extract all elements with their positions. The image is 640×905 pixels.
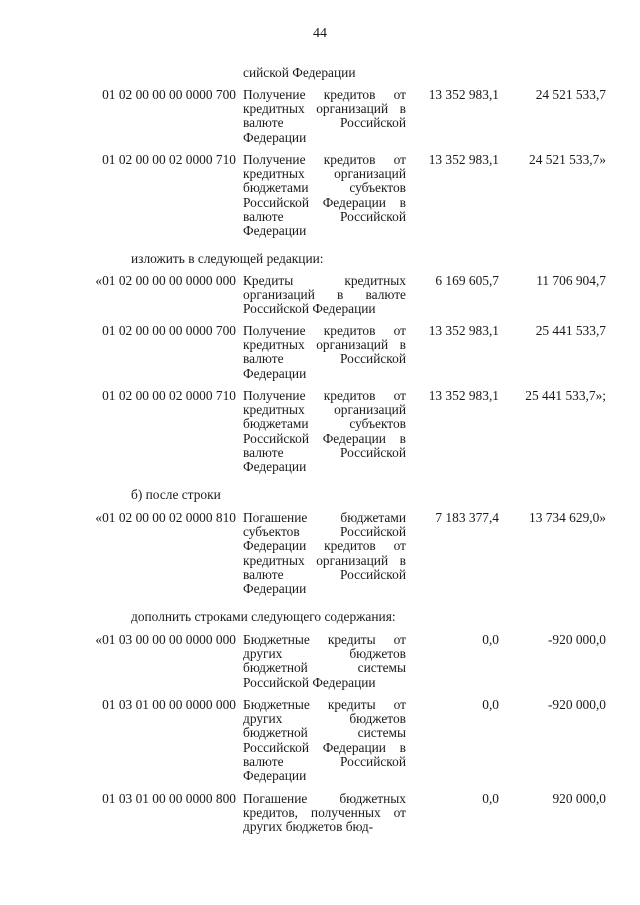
value-year-2: 11 706 904,7 bbox=[536, 273, 606, 288]
value-year-2: 25 441 533,7 bbox=[535, 323, 606, 338]
row-description: Получение кредитов от кредитных организаций бюджетами субъектов Российской Федерации в валюте Российской Федерации bbox=[243, 388, 406, 475]
value-year-2: 24 521 533,7 bbox=[535, 87, 606, 102]
row-description: Бюджетные кредиты от других бюджетов бюджетной системы Российской Федерации bbox=[243, 632, 406, 690]
row-description: Кредиты кредитных организаций в валюте Российской Федерации bbox=[243, 273, 406, 317]
instruction-text: дополнить строками следующего содержания: bbox=[131, 609, 396, 624]
value-year-1: 6 169 605,7 bbox=[435, 273, 499, 288]
value-year-2: -920 000,0 bbox=[547, 632, 606, 647]
value-year-1: 13 352 983,1 bbox=[428, 323, 499, 338]
page-number: 44 bbox=[313, 26, 327, 41]
value-year-2: 25 441 533,7»; bbox=[525, 388, 606, 403]
value-year-1: 0,0 bbox=[482, 697, 499, 712]
row-description: Получение кредитов от кредитных организаций в валюте Российской Федерации bbox=[243, 87, 406, 145]
value-year-1: 13 352 983,1 bbox=[428, 388, 499, 403]
value-year-1: 13 352 983,1 bbox=[428, 87, 499, 102]
budget-code: «01 02 00 00 02 0000 810 bbox=[95, 510, 236, 525]
value-year-1: 0,0 bbox=[482, 791, 499, 806]
continuation-text: сийской Федерации bbox=[243, 65, 356, 80]
value-year-2: 13 734 629,0» bbox=[529, 510, 606, 525]
value-year-1: 7 183 377,4 bbox=[435, 510, 499, 525]
row-description: Погашение бюджетных кредитов, полученных от других бюджетов бюд- bbox=[243, 791, 406, 835]
budget-code: 01 03 01 00 00 0000 800 bbox=[102, 791, 236, 806]
budget-code: «01 02 00 00 00 0000 000 bbox=[95, 273, 236, 288]
budget-code: 01 02 00 00 02 0000 710 bbox=[102, 388, 236, 403]
budget-code: 01 02 00 00 02 0000 710 bbox=[102, 152, 236, 167]
budget-code: 01 02 00 00 00 0000 700 bbox=[102, 323, 236, 338]
value-year-2: 24 521 533,7» bbox=[529, 152, 606, 167]
value-year-2: 920 000,0 bbox=[552, 791, 606, 806]
instruction-text: изложить в следующей редакции: bbox=[131, 251, 324, 266]
row-description: Бюджетные кредиты от других бюджетов бюджетной системы Российской Федерации в валюте Российской Федерации bbox=[243, 697, 406, 784]
value-year-1: 0,0 bbox=[482, 632, 499, 647]
row-description: Получение кредитов от кредитных организаций бюджетами субъектов Российской Федерации в валюте Российской Федерации bbox=[243, 152, 406, 239]
value-year-1: 13 352 983,1 bbox=[428, 152, 499, 167]
row-description: Получение кредитов от кредитных организаций в валюте Российской Федерации bbox=[243, 323, 406, 381]
budget-code: 01 03 01 00 00 0000 000 bbox=[102, 697, 236, 712]
budget-code: «01 03 00 00 00 0000 000 bbox=[95, 632, 236, 647]
value-year-2: -920 000,0 bbox=[547, 697, 606, 712]
instruction-text: б) после строки bbox=[131, 487, 221, 502]
budget-code: 01 02 00 00 00 0000 700 bbox=[102, 87, 236, 102]
row-description: Погашение бюджетами субъектов Российской Федерации кредитов от кредитных организаций в валюте Российской Федерации bbox=[243, 510, 406, 597]
